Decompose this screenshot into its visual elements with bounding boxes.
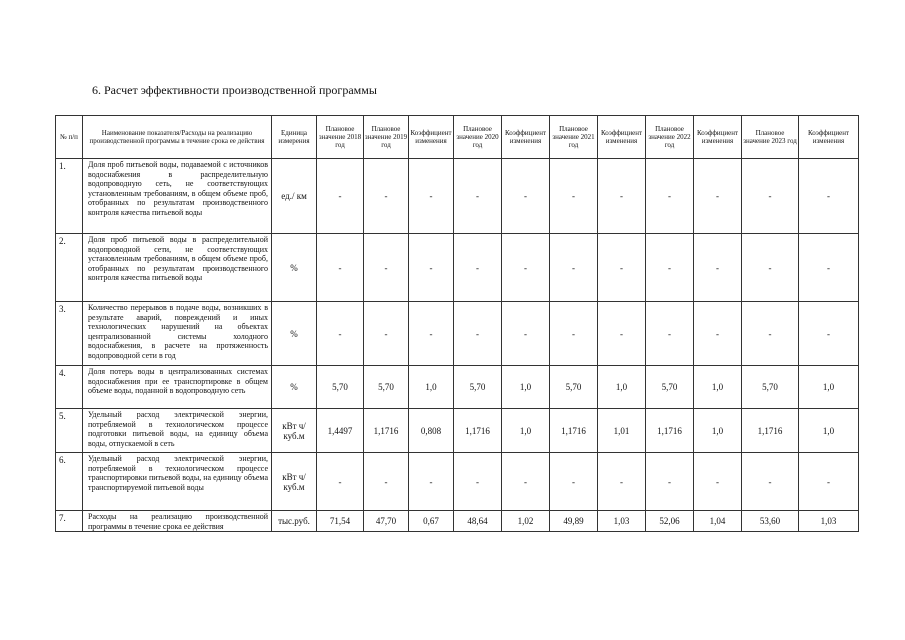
- value-cell: 1,04: [694, 511, 742, 532]
- row-number: 2.: [56, 234, 83, 302]
- indicator-name: Удельный расход электрической энергии, потребляемой в технологическом процессе подготовки питьевой воды, на единицу объема воды, отпускаемой в сеть: [83, 409, 272, 453]
- value-cell: -: [409, 234, 454, 302]
- value-cell: 53,60: [742, 511, 799, 532]
- value-cell: -: [454, 302, 502, 366]
- value-cell: -: [364, 159, 409, 234]
- unit-cell: %: [272, 366, 317, 409]
- value-cell: -: [317, 302, 364, 366]
- value-cell: -: [646, 302, 694, 366]
- table-body: [56, 159, 859, 532]
- unit-cell: кВт ч/куб.м: [272, 453, 317, 511]
- value-cell: -: [502, 453, 550, 511]
- value-cell: 1,0: [502, 409, 550, 453]
- header-num: № п/п: [56, 116, 83, 159]
- value-cell: -: [364, 302, 409, 366]
- table-row: [56, 234, 859, 302]
- indicator-name: Расходы на реализацию производственной программы в течение срока ее действия: [83, 511, 272, 532]
- value-cell: -: [694, 453, 742, 511]
- value-cell: -: [742, 302, 799, 366]
- row-number: 5.: [56, 409, 83, 453]
- indicator-name: Доля проб питьевой воды, подаваемой с источников водоснабжения в распределительную водопроводную сеть, не соответствующих установленным требованиям, в общем объеме проб, отобранных по результатам производственного контроля качества питьевой воды: [83, 159, 272, 234]
- value-cell: -: [598, 453, 646, 511]
- value-cell: -: [317, 159, 364, 234]
- value-cell: -: [646, 159, 694, 234]
- unit-cell: кВт ч/куб.м: [272, 409, 317, 453]
- value-cell: -: [598, 234, 646, 302]
- value-cell: 5,70: [646, 366, 694, 409]
- value-cell: 71,54: [317, 511, 364, 532]
- value-cell: -: [550, 234, 598, 302]
- value-cell: -: [694, 234, 742, 302]
- header-coef-2023: Коэффициент изменения: [799, 116, 859, 159]
- header-coef-2021: Коэффициент изменения: [598, 116, 646, 159]
- table-row: [56, 453, 859, 511]
- row-number: 3.: [56, 302, 83, 366]
- value-cell: -: [799, 302, 859, 366]
- value-cell: -: [317, 234, 364, 302]
- value-cell: -: [799, 453, 859, 511]
- value-cell: -: [799, 234, 859, 302]
- row-number: 7.: [56, 511, 83, 532]
- row-number: 4.: [56, 366, 83, 409]
- value-cell: 1,03: [799, 511, 859, 532]
- table-row: [56, 511, 859, 532]
- value-cell: 1,0: [799, 409, 859, 453]
- header-plan-2021: Плановое значение 2021 год: [550, 116, 598, 159]
- value-cell: -: [409, 302, 454, 366]
- value-cell: 1,1716: [550, 409, 598, 453]
- value-cell: -: [550, 159, 598, 234]
- value-cell: -: [598, 302, 646, 366]
- value-cell: -: [317, 453, 364, 511]
- row-number: 1.: [56, 159, 83, 234]
- value-cell: 1,01: [598, 409, 646, 453]
- value-cell: -: [694, 302, 742, 366]
- value-cell: -: [742, 453, 799, 511]
- value-cell: 47,70: [364, 511, 409, 532]
- value-cell: -: [364, 453, 409, 511]
- value-cell: 1,03: [598, 511, 646, 532]
- header-name: Наименование показателя/Расходы на реализацию производственной программы в течение срока ее действия: [83, 116, 272, 159]
- table-row: [56, 366, 859, 409]
- value-cell: 0,67: [409, 511, 454, 532]
- value-cell: -: [409, 453, 454, 511]
- unit-cell: %: [272, 234, 317, 302]
- value-cell: 1,0: [502, 366, 550, 409]
- value-cell: 1,0: [409, 366, 454, 409]
- value-cell: -: [598, 159, 646, 234]
- header-plan-2018: Плановое значение 2018 год: [317, 116, 364, 159]
- value-cell: -: [742, 234, 799, 302]
- header-row: [56, 116, 859, 159]
- value-cell: 5,70: [454, 366, 502, 409]
- indicator-name: Удельный расход электрической энергии, потребляемой в технологическом процессе транспортировки питьевой воды, на единицу объема транспортируемой питьевой воды: [83, 453, 272, 511]
- value-cell: 5,70: [742, 366, 799, 409]
- header-plan-2023: Плановое значение 2023 год: [742, 116, 799, 159]
- header-coef-2022: Коэффициент изменения: [694, 116, 742, 159]
- row-number: 6.: [56, 453, 83, 511]
- value-cell: -: [454, 159, 502, 234]
- indicator-name: Доля проб питьевой воды в распределительной водопроводной сети, не соответствующих установленным требованиям, в общем объеме проб, отобранных по результатам производственного контроля качества питьевой воды: [83, 234, 272, 302]
- value-cell: -: [646, 234, 694, 302]
- value-cell: 1,0: [598, 366, 646, 409]
- value-cell: 1,0: [694, 409, 742, 453]
- header-plan-2022: Плановое значение 2022 год: [646, 116, 694, 159]
- efficiency-table: [55, 115, 859, 532]
- header-plan-2020: Плановое значение 2020 год: [454, 116, 502, 159]
- value-cell: 1,1716: [646, 409, 694, 453]
- value-cell: -: [502, 159, 550, 234]
- value-cell: 0,808: [409, 409, 454, 453]
- value-cell: -: [742, 159, 799, 234]
- header-unit: Единица измерения: [272, 116, 317, 159]
- value-cell: 49,89: [550, 511, 598, 532]
- table-row: [56, 409, 859, 453]
- value-cell: -: [364, 234, 409, 302]
- value-cell: -: [454, 453, 502, 511]
- value-cell: 5,70: [550, 366, 598, 409]
- value-cell: 5,70: [317, 366, 364, 409]
- value-cell: 1,0: [694, 366, 742, 409]
- table-row: [56, 302, 859, 366]
- value-cell: -: [799, 159, 859, 234]
- value-cell: 5,70: [364, 366, 409, 409]
- value-cell: 1,0: [799, 366, 859, 409]
- unit-cell: ед./ км: [272, 159, 317, 234]
- unit-cell: тыс.руб.: [272, 511, 317, 532]
- value-cell: 1,02: [502, 511, 550, 532]
- header-plan-2019: Плановое значение 2019 год: [364, 116, 409, 159]
- value-cell: 1,1716: [364, 409, 409, 453]
- value-cell: -: [502, 302, 550, 366]
- indicator-name: Доля потерь воды в централизованных системах водоснабжения при ее транспортировке в общем объеме воды, поданной в водопроводную сеть: [83, 366, 272, 409]
- value-cell: 1,4497: [317, 409, 364, 453]
- value-cell: -: [550, 302, 598, 366]
- indicator-name: Количество перерывов в подаче воды, возникших в результате аварий, повреждений и иных технологических нарушений на объектах централизованной системы холодного водоснабжения, в расчете на протяженность водопроводной сети в год: [83, 302, 272, 366]
- value-cell: 1,1716: [742, 409, 799, 453]
- value-cell: -: [454, 234, 502, 302]
- value-cell: -: [646, 453, 694, 511]
- header-coef-2020: Коэффициент изменения: [502, 116, 550, 159]
- value-cell: 48,64: [454, 511, 502, 532]
- table-row: [56, 159, 859, 234]
- header-coef-2019: Коэффициент изменения: [409, 116, 454, 159]
- value-cell: 52,06: [646, 511, 694, 532]
- section-title: 6. Расчет эффективности производственной программы: [92, 83, 377, 97]
- value-cell: 1,1716: [454, 409, 502, 453]
- value-cell: -: [502, 234, 550, 302]
- unit-cell: %: [272, 302, 317, 366]
- value-cell: -: [694, 159, 742, 234]
- value-cell: -: [409, 159, 454, 234]
- value-cell: -: [550, 453, 598, 511]
